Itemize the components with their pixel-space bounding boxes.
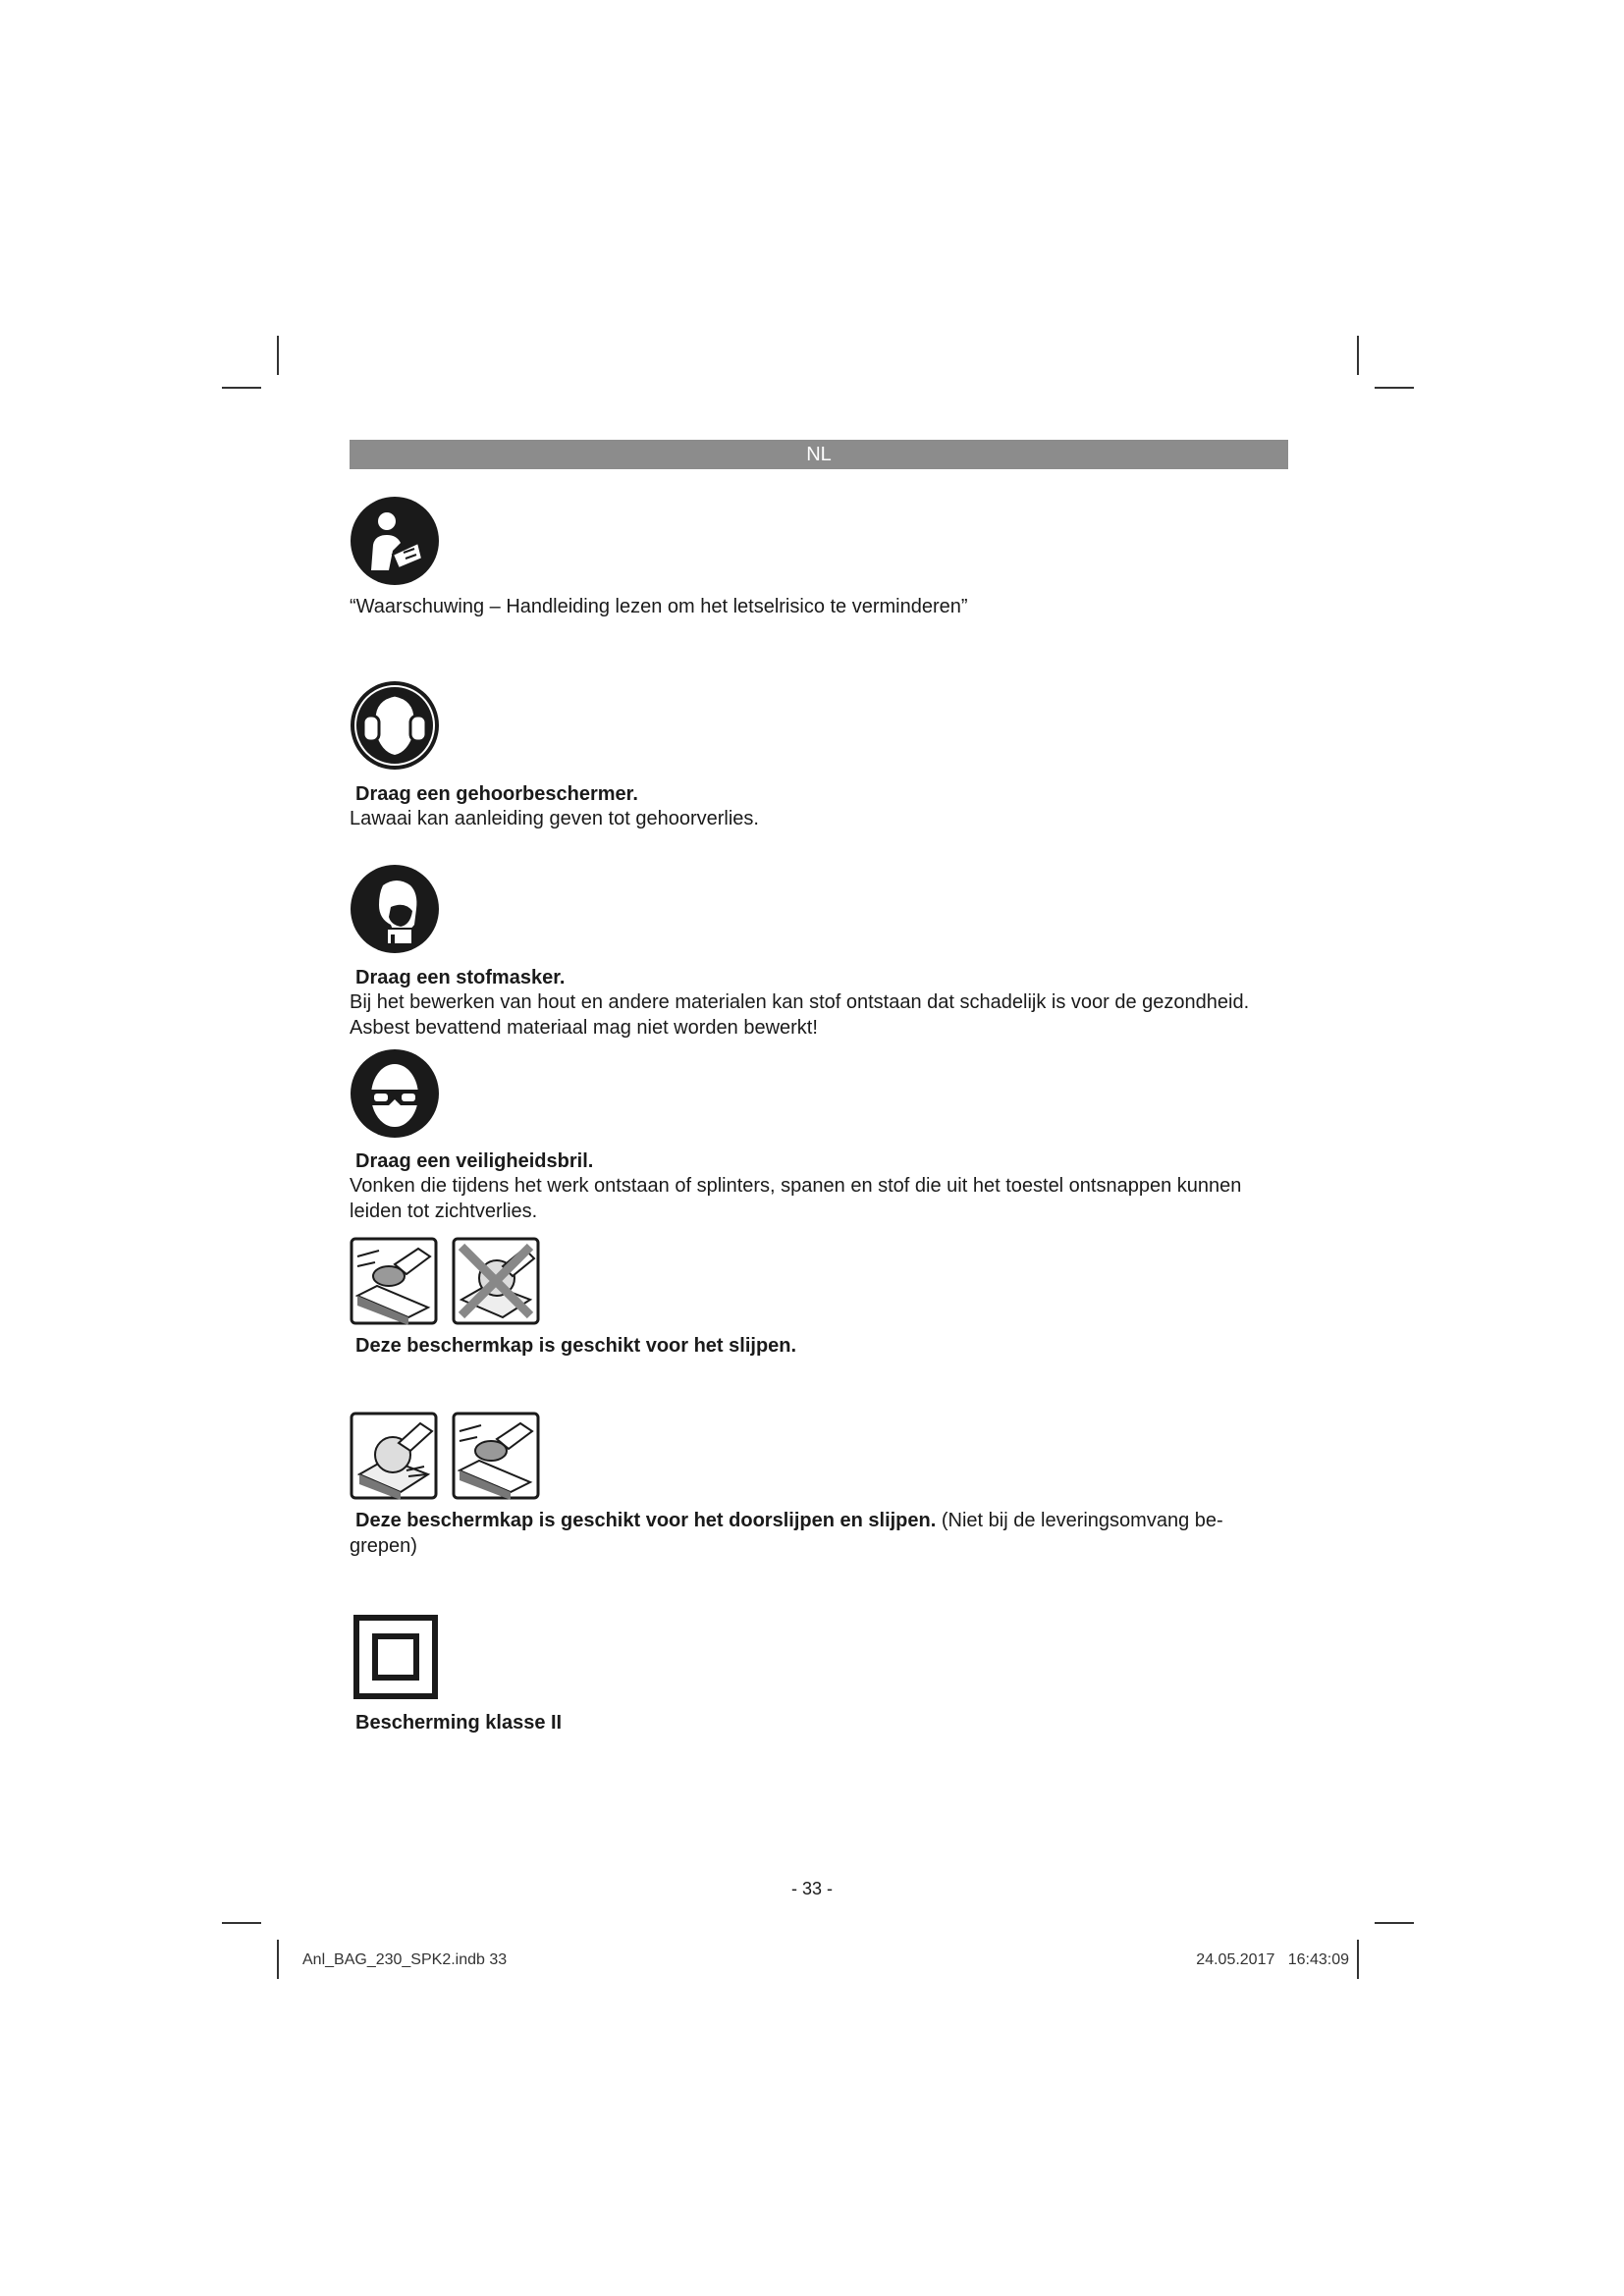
dust-title: Draag een stofmasker. (355, 967, 566, 988)
footer-timestamp: 24.05.2017 16:43:09 (1196, 1951, 1349, 1968)
crop-mark (277, 336, 279, 375)
cutting-guard-note-line2: grepen) (350, 1535, 417, 1557)
crop-mark (1357, 1940, 1359, 1979)
crop-mark (277, 1940, 279, 1979)
safety-goggles-icon (350, 1048, 440, 1139)
dust-mask-icon (350, 864, 440, 954)
goggles-text-line2: leiden tot zichtverlies. (350, 1201, 538, 1222)
hearing-title: Draag een gehoorbeschermer. (355, 783, 638, 805)
dust-text-line1: Bij het bewerken van hout en andere materialen kan stof ontstaan dat schadelijk is voor de gezondheid. (350, 991, 1250, 1013)
crop-mark (222, 387, 261, 389)
crop-mark (1375, 1922, 1414, 1924)
grinding-allowed-icon-2 (452, 1412, 540, 1500)
cutting-allowed-icon (350, 1412, 438, 1500)
read-manual-icon (350, 496, 440, 586)
cutting-guard-note-line1: (Niet bij de leveringsomvang be- (941, 1510, 1223, 1531)
cutting-not-allowed-icon (452, 1237, 540, 1325)
language-header-bar: NL (350, 440, 1288, 469)
grinding-guard-title: Deze beschermkap is geschikt voor het slijpen. (355, 1335, 797, 1357)
hearing-text: Lawaai kan aanleiding geven tot gehoorverlies. (350, 808, 759, 829)
goggles-text-line1: Vonken die tijdens het werk ontstaan of splinters, spanen en stof die uit het toestel ontsnappen kunnen (350, 1175, 1242, 1197)
class-2-title: Bescherming klasse II (355, 1712, 563, 1734)
dust-text-line2: Asbest bevattend materiaal mag niet worden bewerkt! (350, 1017, 818, 1039)
manual-warning-text: “Waarschuwing – Handleiding lezen om het letselrisico te verminderen” (350, 596, 968, 617)
cutting-guard-paragraph (350, 1508, 1298, 1533)
crop-mark (222, 1922, 261, 1924)
goggles-title: Draag een veiligheidsbril. (355, 1150, 594, 1172)
grinding-allowed-icon (350, 1237, 438, 1325)
crop-mark (1375, 387, 1414, 389)
crop-mark (1357, 336, 1359, 375)
page-number: - 33 - (790, 1879, 833, 1898)
footer-filename: Anl_BAG_230_SPK2.indb 33 (302, 1951, 508, 1968)
hearing-protection-icon (350, 680, 440, 771)
cutting-guard-title: Deze beschermkap is geschikt voor het doorslijpen en slijpen. (355, 1510, 937, 1531)
protection-class-2-icon (353, 1615, 438, 1699)
